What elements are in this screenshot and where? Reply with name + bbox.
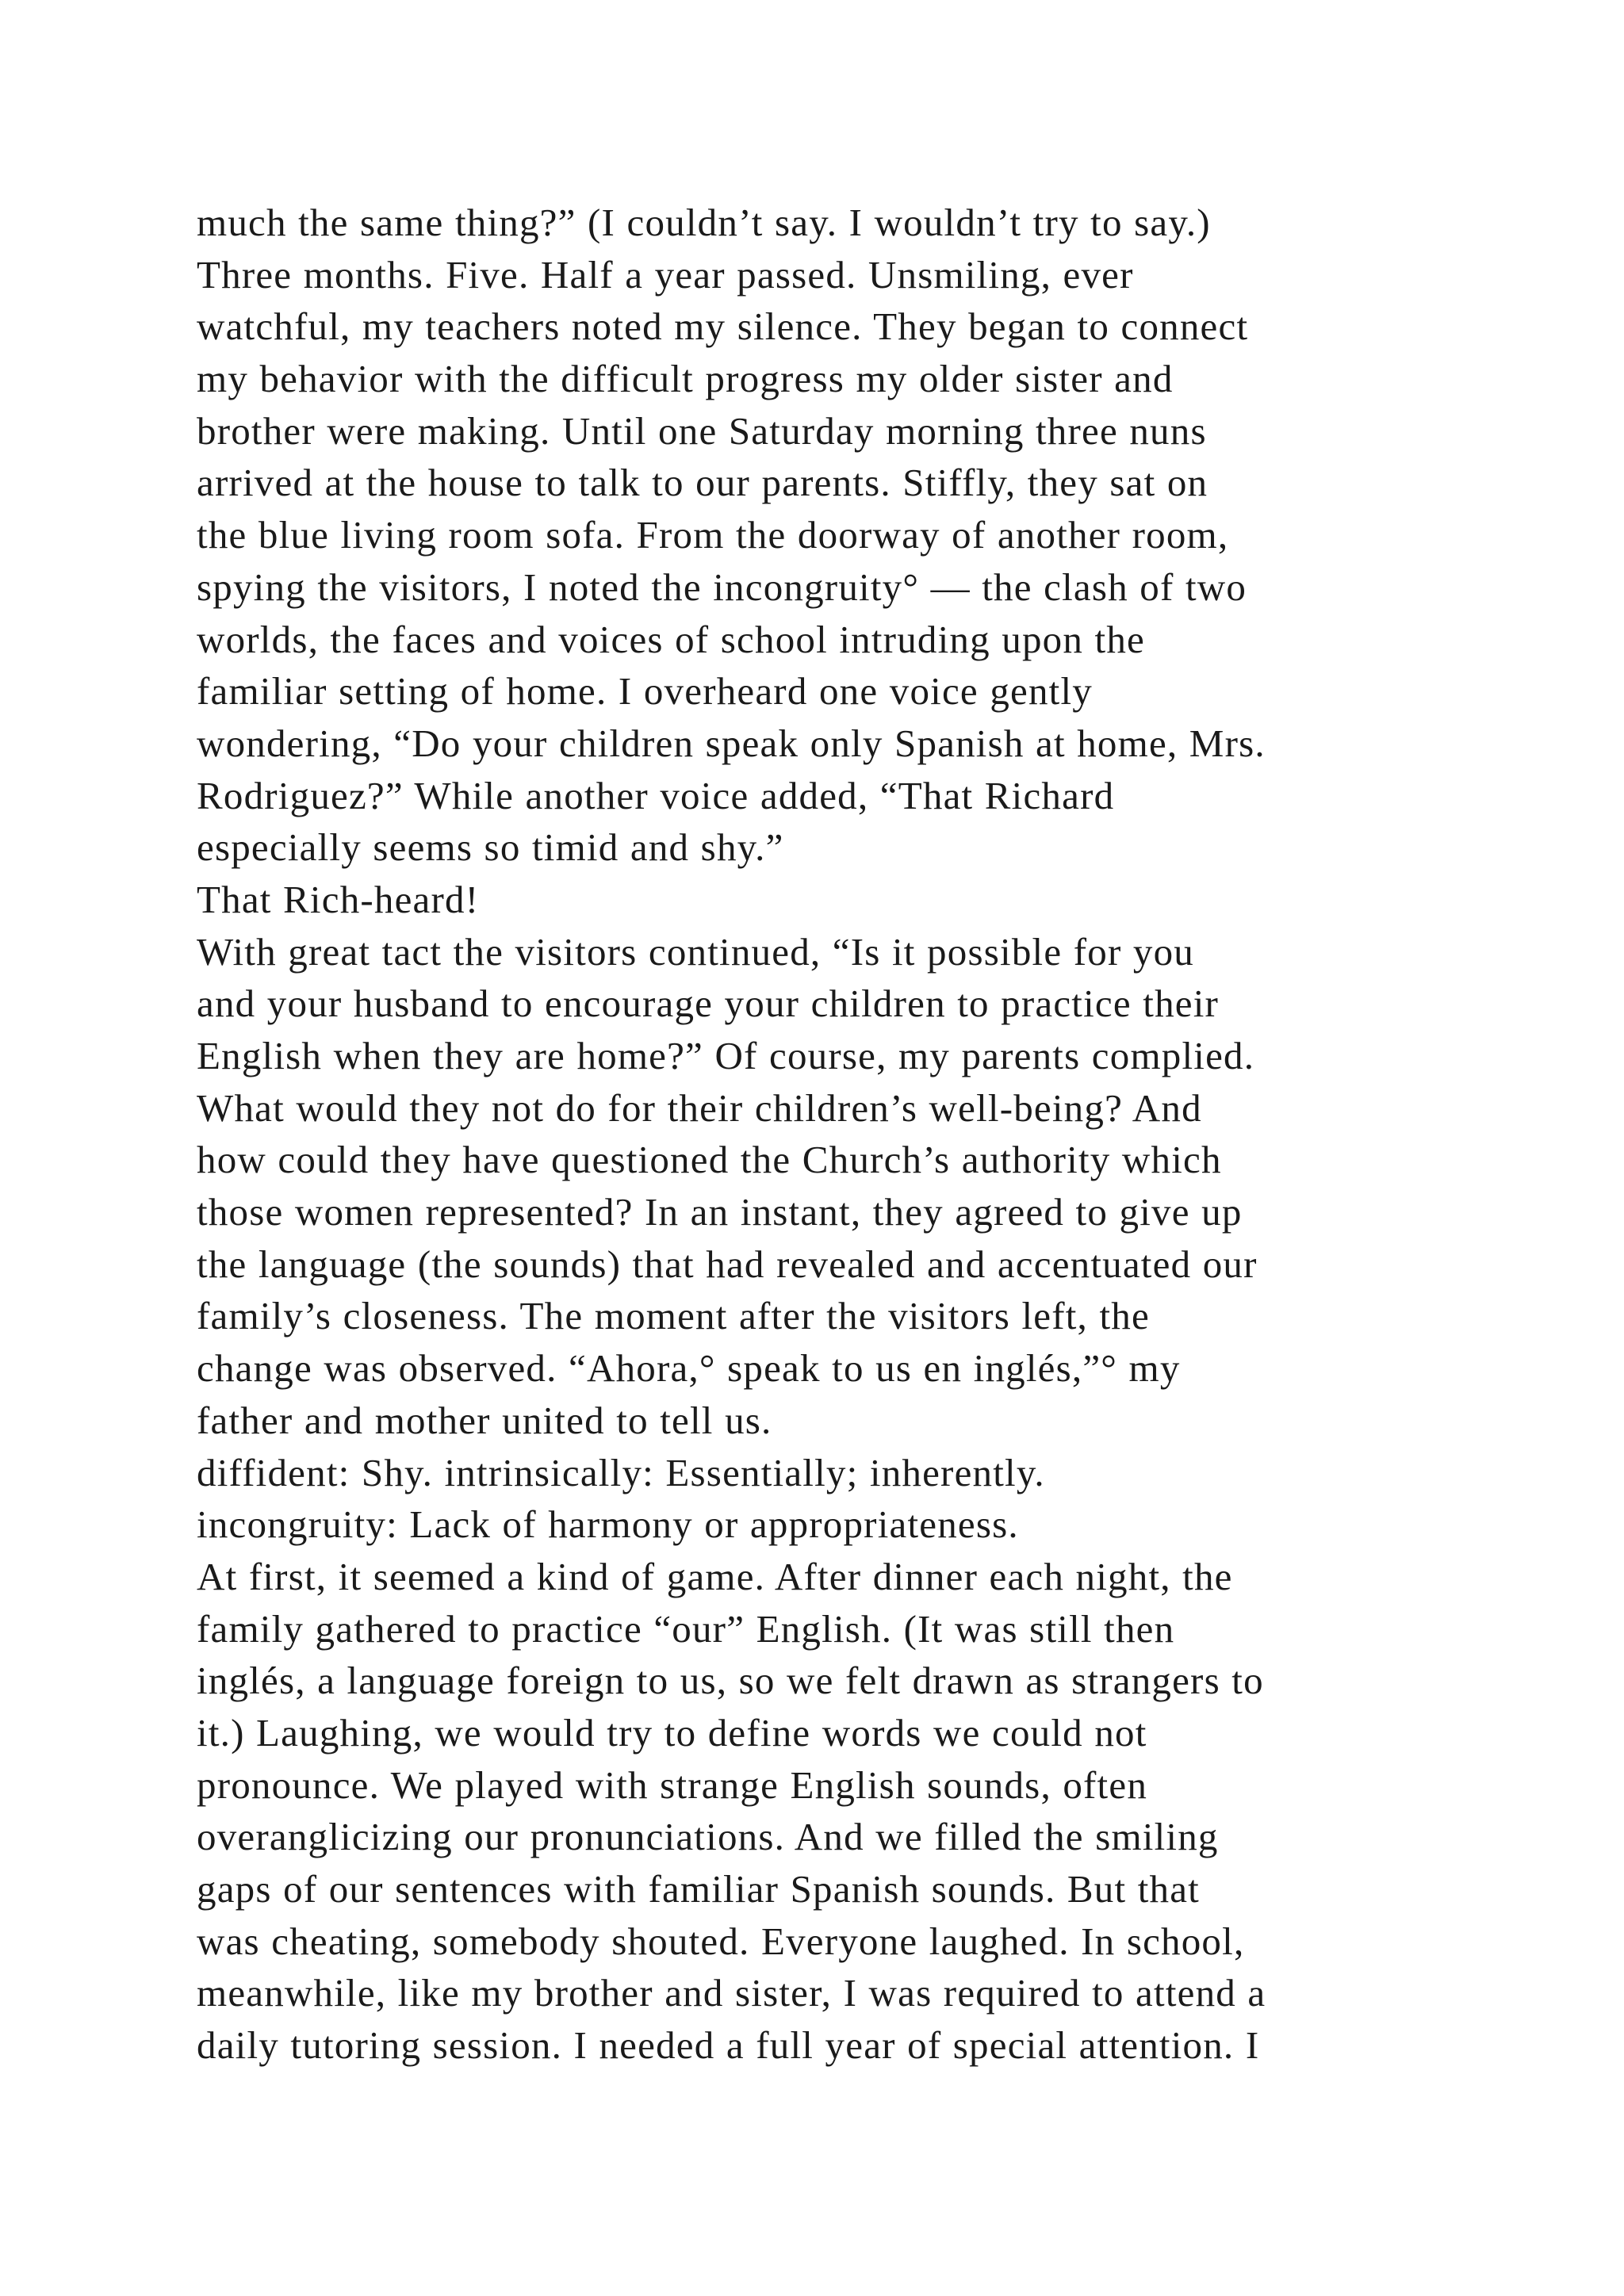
text-line: those women represented? In an instant, they agreed to give up — [197, 1190, 1243, 1234]
text-line: my behavior with the difficult progress my older sister and — [197, 357, 1174, 401]
text-line: worlds, the faces and voices of school intruding upon the — [197, 617, 1145, 661]
text-line: meanwhile, like my brother and sister, I was required to attend a — [197, 1971, 1266, 2015]
text-line: much the same thing?” (I couldn’t say. I wouldn’t try to say.) — [197, 201, 1211, 244]
text-line: especially seems so timid and shy.” — [197, 825, 784, 870]
text-line: family’s closeness. The moment after the visitors left, the — [197, 1294, 1150, 1338]
text-line: watchful, my teachers noted my silence. They began to connect — [197, 304, 1249, 349]
text-line: spying the visitors, I noted the incongruity° — the clash of two — [197, 564, 1247, 609]
text-line: inglés, a language foreign to us, so we felt drawn as strangers to — [197, 1659, 1264, 1703]
text-line: arrived at the house to talk to our parents. Stiffly, they sat on — [197, 461, 1208, 505]
text-line: That Rich-heard! — [197, 877, 480, 921]
text-line: English when they are home?” Of course, my parents complied. — [197, 1034, 1255, 1077]
text-line: family gathered to practice “our” English. (It was still then — [197, 1606, 1175, 1651]
text-line: the blue living room sofa. From the doorway of another room, — [197, 513, 1229, 557]
text-line: What would they not do for their children’s well-being? And — [197, 1085, 1202, 1130]
body-text — [197, 197, 1513, 2072]
text-line: father and mother united to tell us. — [197, 1398, 772, 1442]
text-line: Rodriguez?” While another voice added, “That Richard — [197, 773, 1115, 817]
text-line: At first, it seemed a kind of game. After dinner each night, the — [197, 1554, 1233, 1598]
text-line: and your husband to encourage your children to practice their — [197, 982, 1220, 1026]
text-line: familiar setting of home. I overheard one voice gently — [197, 669, 1094, 714]
text-line: brother were making. Until one Saturday morning three nuns — [197, 408, 1207, 453]
text-line: gaps of our sentences with familiar Spanish sounds. But that — [197, 1867, 1200, 1911]
text-line: overanglicizing our pronunciations. And we filled the smiling — [197, 1815, 1219, 1859]
text-line: how could they have questioned the Church’s authority which — [197, 1138, 1222, 1182]
text-line: the language (the sounds) that had revealed and accentuated our — [197, 1242, 1258, 1286]
text-line: it.) Laughing, we would try to define words we could not — [197, 1710, 1147, 1755]
text-line: pronounce. We played with strange English sounds, often — [197, 1762, 1148, 1807]
glossary-line: incongruity: Lack of harmony or appropriateness. — [197, 1502, 1019, 1547]
text-line: wondering, “Do your children speak only Spanish at home, Mrs. — [197, 721, 1266, 765]
text-line: Three months. Five. Half a year passed. Unsmiling, ever — [197, 252, 1134, 297]
text-line: change was observed. “Ahora,° speak to us en inglés,”° my — [197, 1346, 1181, 1391]
text-line: daily tutoring session. I needed a full year of special attention. I — [197, 2023, 1260, 2068]
glossary-line: diffident: Shy. intrinsically: Essentially; inherently. — [197, 1450, 1045, 1494]
text-line: With great tact the visitors continued, “Is it possible for you — [197, 929, 1195, 974]
text-line: was cheating, somebody shouted. Everyone laughed. In school, — [197, 1919, 1245, 1963]
